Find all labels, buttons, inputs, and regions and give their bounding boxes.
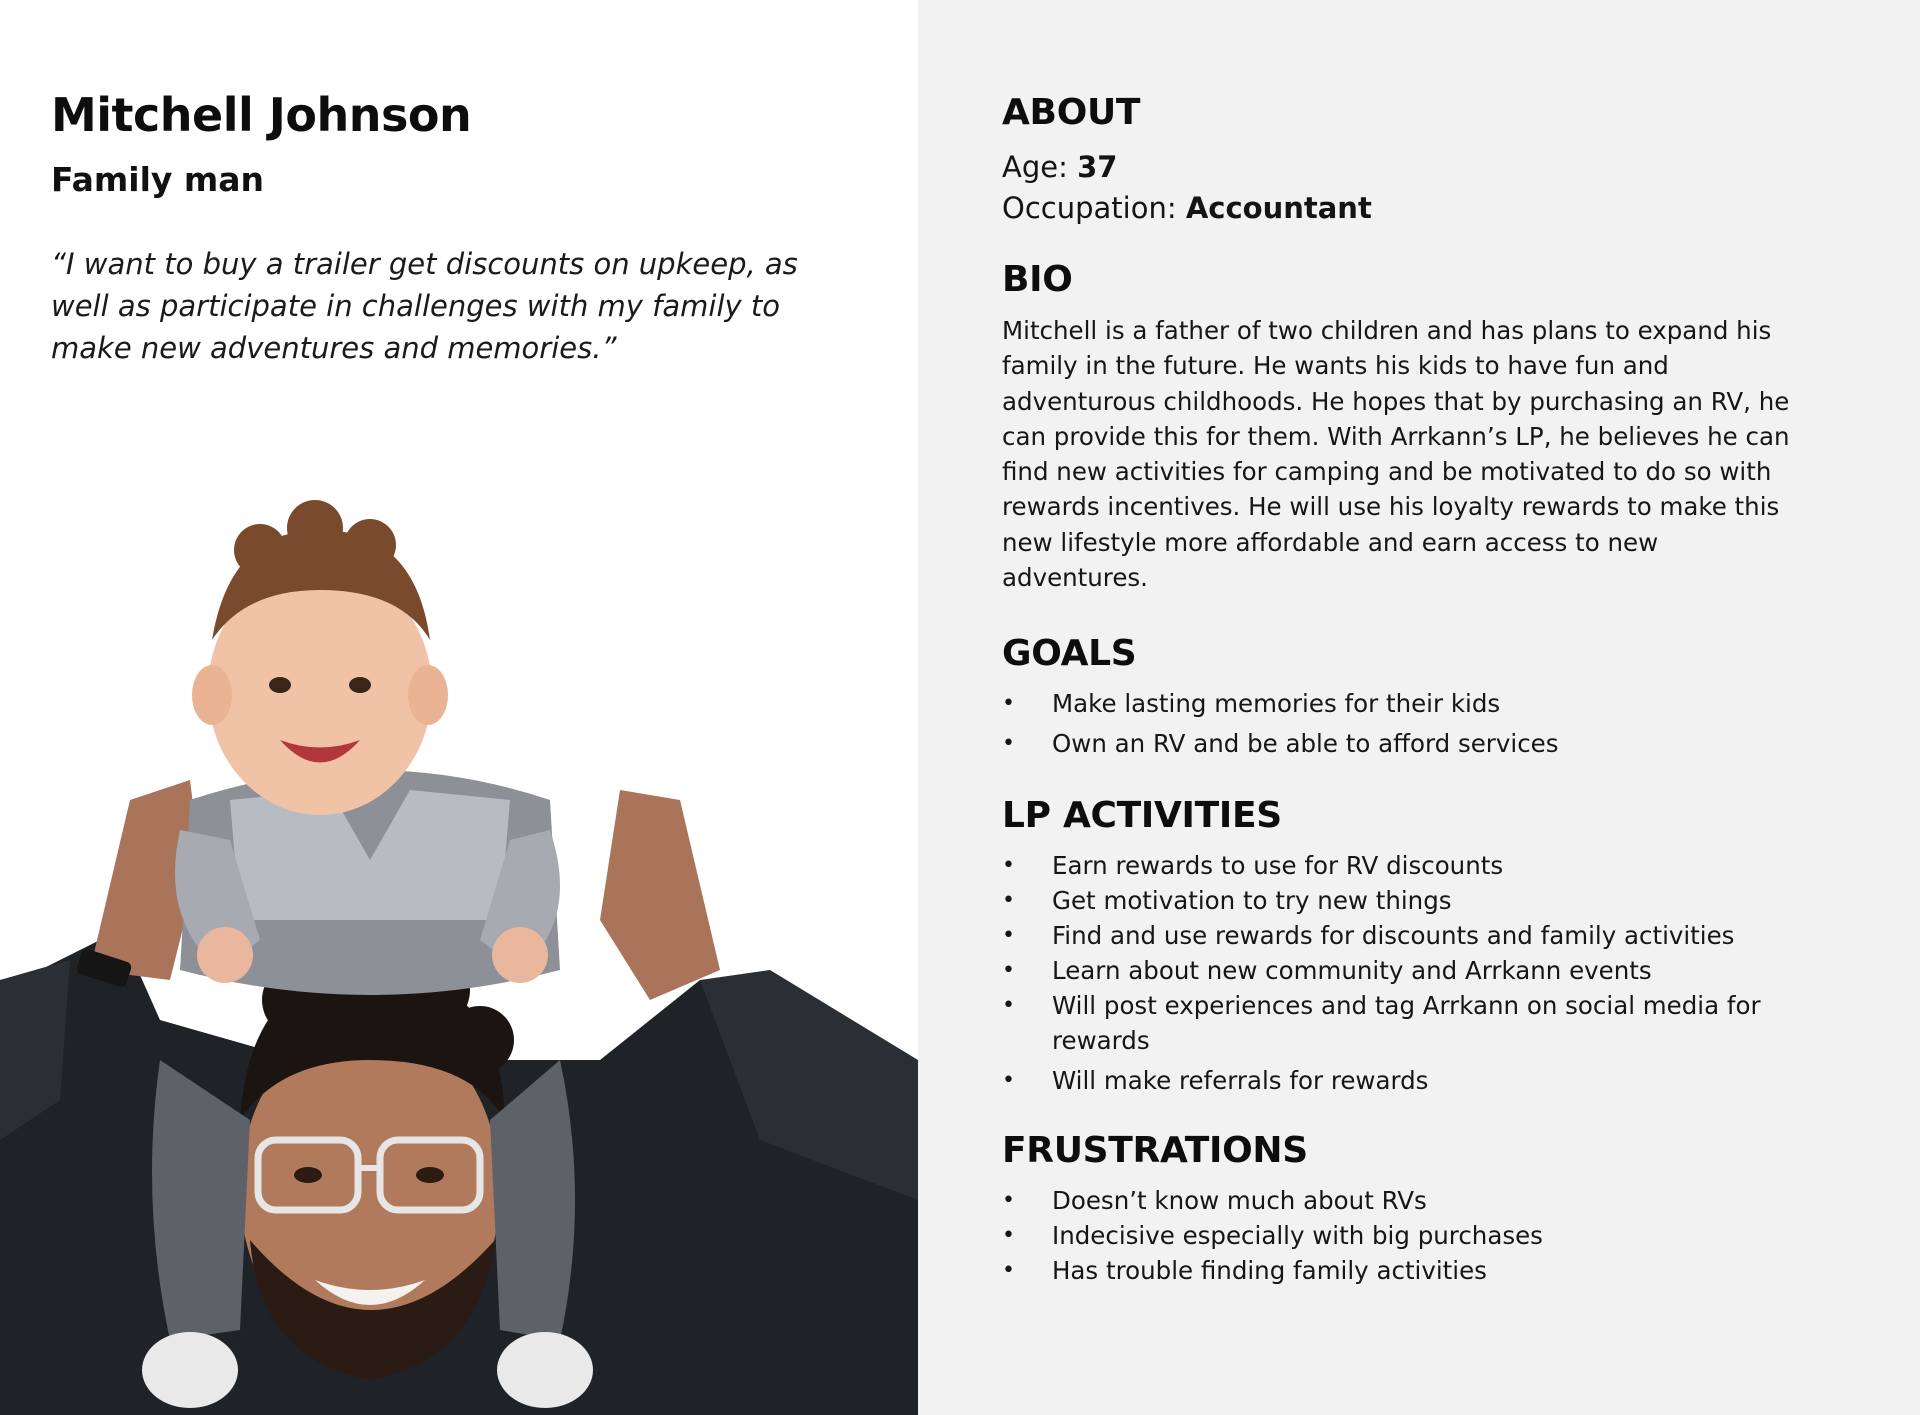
bio-title: BIO: [1002, 259, 1073, 300]
occupation-label: Occupation:: [1002, 191, 1177, 225]
list-item: • Get motivation to try new things: [1002, 883, 1822, 918]
list-item: • Earn rewards to use for RV discounts: [1002, 848, 1822, 883]
list-item: • Own an RV and be able to afford services: [1002, 726, 1822, 761]
list-item: • Will make referrals for rewards: [1002, 1063, 1822, 1098]
lp-activities-list: [1002, 848, 1822, 1098]
age-label: Age:: [1002, 150, 1068, 184]
persona-role: Family man: [51, 160, 265, 199]
list-item: • Doesn’t know much about RVs: [1002, 1183, 1822, 1218]
persona-left-panel: [0, 0, 918, 1415]
persona-quote: “I want to buy a trailer get discounts on upkeep, as well as participate in challenges with my family to make new adventures and memories.”: [51, 247, 798, 365]
occupation-line: [1002, 191, 1372, 225]
persona-details-panel: [918, 0, 1920, 1415]
list-item: • Has trouble finding family activities: [1002, 1253, 1822, 1288]
age-line: [1002, 150, 1117, 184]
persona-name: Mitchell Johnson: [51, 88, 472, 142]
list-item: • Indecisive especially with big purchases: [1002, 1218, 1822, 1253]
frustrations-title: FRUSTRATIONS: [1002, 1130, 1308, 1171]
goals-list: [1002, 686, 1822, 761]
bio-text: Mitchell is a father of two children and has plans to expand his family in the future. He wants his kids to have fun and adventurous childhoods. He hopes that by purchasing an RV, he can provide this for them. With Arrkann’s LP, he believes he can find new activities for camping and be motivated to do so with rewards incentives. He will use his loyalty rewards to make this new lifestyle more affordable and earn access to new adventures.: [1002, 316, 1790, 593]
goals-title: GOALS: [1002, 633, 1137, 674]
occupation-value: Accountant: [1185, 191, 1372, 225]
list-item: • Learn about new community and Arrkann events: [1002, 953, 1822, 988]
list-item: • Will post experiences and tag Arrkann on social media for rewards: [1002, 988, 1822, 1058]
list-item: • Find and use rewards for discounts and family activities: [1002, 918, 1822, 953]
persona-photo: [0, 500, 918, 1415]
frustrations-list: [1002, 1183, 1822, 1288]
lp-activities-title: LP ACTIVITIES: [1002, 795, 1282, 836]
list-item: • Make lasting memories for their kids: [1002, 686, 1822, 721]
age-value: 37: [1077, 150, 1118, 184]
about-title: ABOUT: [1002, 92, 1141, 133]
